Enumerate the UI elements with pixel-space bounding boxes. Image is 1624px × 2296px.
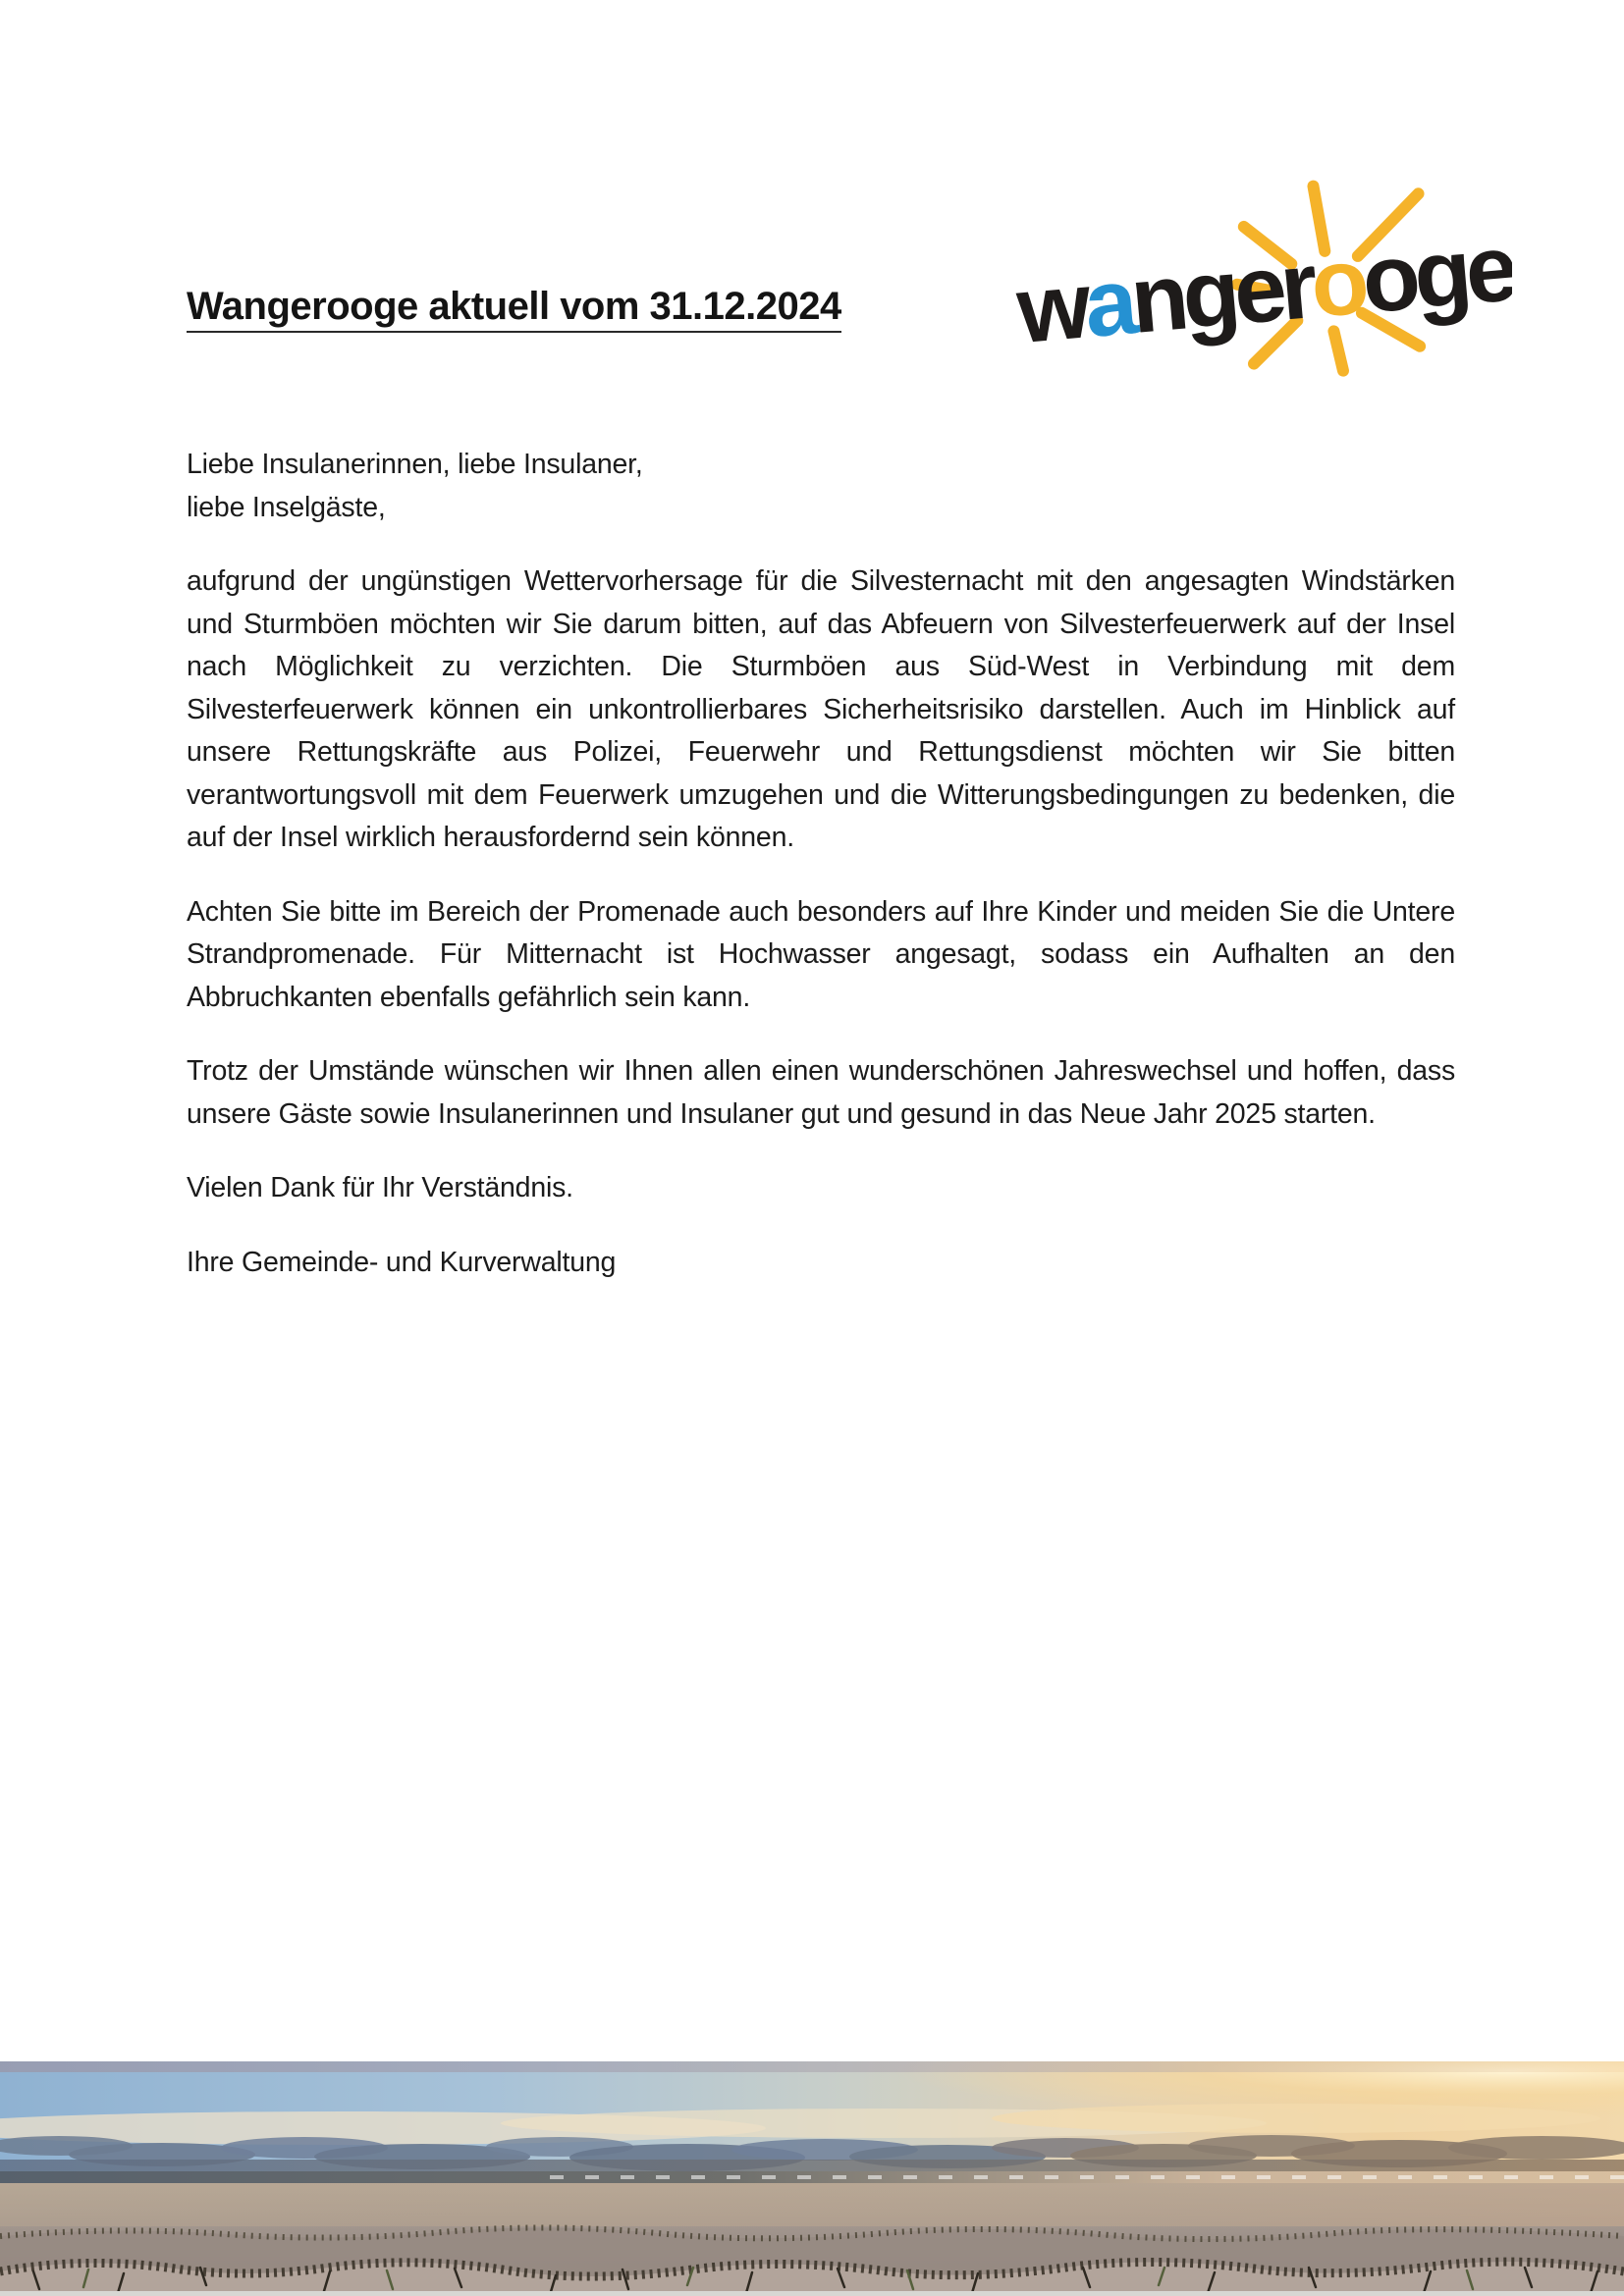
salutation-line-2: liebe Inselgäste, [187,491,386,523]
logo-part-oge: oge [1358,215,1512,334]
logo-wordmark [1012,215,1512,363]
paragraph-new-year-wishes: Trotz der Umstände wünschen wir Ihnen allen einen wunderschönen Jahreswechsel und hoffen, dass unsere Gäste sowie Insulanerinnen und Insulaner gut und gesund in das Neue Jahr 2025 starten. [187,1055,1455,1130]
sky-top-haze [0,2061,1624,2072]
wangerooge-logo [1001,167,1512,393]
wangerooge-logo-graphic [1001,167,1512,393]
beach-panorama-photo [0,2061,1624,2296]
page-title: Wangerooge aktuell vom 31.12.2024 [187,287,841,333]
thanks-line: Vielen Dank für Ihr Verständnis. [187,1172,573,1203]
salutation [187,444,1455,529]
logo-part-a-blue: a [1080,248,1136,358]
paragraph-weather-warning: aufgrund der ungünstigen Wettervorhersage für die Silvesternacht mit den angesagten Windstärken und Sturmböen möchten wir Sie darum bitten, auf das Abfeuern von Silvesterfeuerwerk auf der Insel nach Möglichkeit zu verzichten. Die Sturmböen aus Süd-West in Verbindung mit dem Silvesterfeuerwerk können ein unkontrollierbares Sicherheitsrisiko darstellen. Auch im Hinblick auf unsere Rettungskräfte aus Polizei, Feuerwehr und Rettungsdienst möchten wir Sie bitten verantwortungsvoll mit dem Feuerwerk umzugehen und die Witterungsbedingungen zu bedenken, die auf der Insel wirklich herausfordernd sein können. [187,565,1455,853]
paragraph-promenade-warning: Achten Sie bitte im Bereich der Promenade auch besonders auf Ihre Kinder und meiden Sie die Untere Strandpromenade. Für Mitternacht ist Hochwasser angesagt, sodass ein Aufhalten an den Abbruchkanten ebenfalls gefährlich sein kann. [187,895,1455,1013]
signature-line: Ihre Gemeinde- und Kurverwaltung [187,1246,617,1278]
logo-part-sun-o: o [1306,228,1368,338]
cloud-band [0,2135,1624,2175]
logo-part-w: w [1012,252,1090,364]
dunes-foreground [0,2226,1624,2296]
sea-band [0,2171,1624,2185]
salutation-line-1: Liebe Insulanerinnen, liebe Insulaner, [187,449,643,480]
letter-content [187,444,1455,1315]
photo-bottom-edge [0,2291,1624,2296]
logo-part-nger: nger [1126,233,1317,354]
